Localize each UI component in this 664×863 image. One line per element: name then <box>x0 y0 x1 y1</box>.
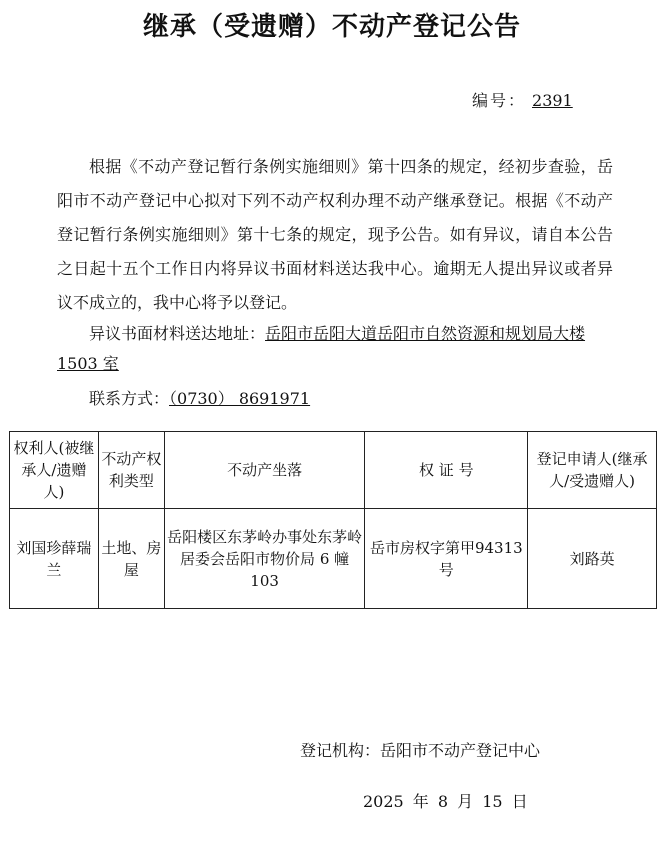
announcement-date: 2025 年 8 月 15 日 <box>363 792 528 811</box>
header-certificate-no: 权 证 号 <box>365 432 528 509</box>
header-rights-holder: 权利人(被继承人/遗赠人) <box>10 432 99 509</box>
document-number <box>472 88 573 111</box>
announcement-body: 根据《不动产登记暂行条例实施细则》第十四条的规定，经初步查验，岳阳市不动产登记中心拟对下列不动产权利办理不动产继承登记。根据《不动产登记暂行条例实施细则》第十七条的规定，现予公告。如有异议，请自本公告之日起十五个工作日内将异议书面材料送达我中心。逾期无人提出异议或者异议不成立的，我中心将予以登记。 <box>57 157 613 312</box>
header-applicant: 登记申请人(继承人/受遗赠人) <box>528 432 657 509</box>
contact-info <box>57 384 613 414</box>
cell-rights-holder: 刘国珍薛瑞兰 <box>10 509 99 609</box>
registration-organization: 登记机构：岳阳市不动产登记中心 <box>300 741 541 760</box>
cell-right-type: 土地、房屋 <box>98 509 164 609</box>
objection-address-label: 异议书面材料送达地址： <box>89 324 266 343</box>
header-right-type: 不动产权利类型 <box>98 432 164 509</box>
document-number-label: 编号： <box>472 91 527 110</box>
cell-certificate-no: 岳市房权字第甲94313 号 <box>365 509 528 609</box>
cell-applicant: 刘路英 <box>528 509 657 609</box>
objection-address-value: 岳阳市岳阳大道岳阳市自然资源和规划局大楼 1503 室 <box>57 324 586 373</box>
table-row <box>10 509 657 609</box>
document-number-value: 2391 <box>532 91 573 110</box>
contact-label: 联系方式： <box>89 389 170 408</box>
page-title: 继承（受遗赠）不动产登记公告 <box>142 12 521 42</box>
cell-location: 岳阳楼区东茅岭办事处东茅岭居委会岳阳市物价局 6 幢 103 <box>164 509 365 609</box>
objection-address <box>57 319 613 379</box>
header-location: 不动产坐落 <box>164 432 365 509</box>
table-header-row <box>10 432 657 509</box>
contact-value: （0730） 8691971 <box>169 389 311 408</box>
registration-table <box>9 431 657 609</box>
